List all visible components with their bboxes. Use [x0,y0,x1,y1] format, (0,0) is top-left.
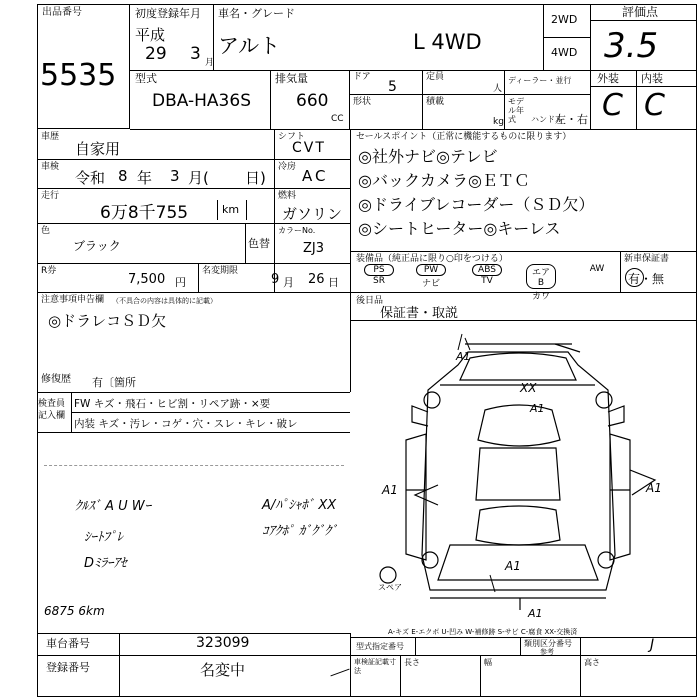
insp-month-unit: 月( [188,169,209,187]
diagram-mark: A1 [382,483,398,497]
sales-label: セールスポイント（正常に機能するものに限ります） [356,132,572,142]
class-label: 類別区分番号 [524,639,572,648]
ac: AC [302,167,329,185]
dealer-label: ディーラー・並行 [508,76,572,85]
mileage-label: 走行 [41,191,60,201]
name-label: 車名・グレード [218,7,295,20]
repair-label: 修復歴 [41,374,71,385]
cc-unit: CC [331,114,344,124]
chassis: 323099 [196,635,250,651]
car-name: アルト [218,34,281,58]
insp-month: 3 [170,167,180,185]
color: ブラック [73,239,121,253]
notes-text: ◎ドラレコＳＤ欠 [48,312,167,330]
name-change-month-unit: 月 [283,276,294,289]
insp-year: 8 [118,167,128,185]
name-change-month: 9 [271,272,280,287]
door-label: ドア [353,72,371,82]
recycle-fee: 7,500 [128,272,166,287]
sales-point: ◎ドライブレコーダー（ＳＤ欠） [358,195,595,214]
hw-note: ｺｱｸﾎﾟ ｶﾞｸﾞｸﾞ [262,524,338,539]
len-label: 長さ [404,658,420,667]
diagram-mark: A1 [456,350,471,363]
exterior-label: 外装 [597,72,619,85]
warranty-circle [625,268,644,287]
ac-label: 冷房 [278,162,297,172]
chassis-label: 車台番号 [46,637,90,650]
interior-grade: C [644,88,665,123]
person-unit: 人 [493,84,503,94]
disp-label: 排気量 [275,72,308,85]
mileage: 6万8千755 [100,203,189,223]
color-code-label: カラーNo. [278,226,316,235]
ref-label: 参考 [540,648,554,656]
fuel-label: 燃料 [278,191,297,201]
fuel: ガソリン [282,205,343,223]
notes-label: 注意事項申告欄 [41,295,105,305]
exterior-grade: C [602,88,623,123]
diagram-mark: XX [520,381,537,395]
yen-unit: 円 [175,276,186,289]
back-items: 保証書・取説 [380,306,459,321]
repair-value: 有〔箇所 [92,376,136,389]
name-change-label: 名変期限 [202,266,239,276]
insp-year-unit: 年 [137,169,153,187]
score: 3.5 [604,26,659,66]
reg-year: 29 [145,44,167,64]
era: 平成 [135,26,166,44]
drive-2wd: 2WD [551,13,578,26]
height-label: 高さ [584,658,600,667]
ref-value: J [650,637,655,653]
hw-note: A/ﾊﾟｼｬﾎﾞ XX [262,498,337,513]
load-label: 積載 [426,97,445,107]
car-diagram [370,330,700,620]
insp-day-unit: 日) [245,169,266,187]
sales-point: ◎社外ナビ◎テレビ [358,147,498,166]
kg-unit: kg [493,117,504,127]
notes-sub: （不具合の内容は具体的に記載） [112,297,217,305]
recycle-label: R券 [41,266,57,276]
shift: CVT [292,140,326,156]
reg-month: 3 [190,44,201,64]
hw-note: Dﾐﾗｰｱｾ [84,556,127,571]
opt-3: エアB カワ [524,264,558,302]
day-unit: 日 [328,276,339,289]
history-label: 車歴 [41,132,60,142]
diagram-mark: A1 [530,402,545,415]
check-label: 検査員記入欄 [38,399,66,421]
inspection-label: 車検 [41,162,60,172]
model-label: 型式 [135,72,157,85]
sales-points [358,145,594,241]
warranty: 有・無 [628,272,665,286]
capacity-label: 定員 [426,72,445,82]
sales-point: ◎バックカメラ◎ＥＴＣ [358,171,530,190]
reg-no-label: 登録番号 [46,661,90,674]
check-fw: FW キズ・飛石・ヒビ割・リペア跡・×要 [74,398,271,410]
model-designation-label: 型式指定番号 [356,642,404,651]
hw-note: 6875 6km [44,604,105,618]
steering-label: ハンドル [531,115,563,124]
drive-4wd: 4WD [551,46,578,59]
hw-note: ｸﾙｽﾞ A U Wｰ [75,499,152,514]
legend: A-キズ E-エクボ U-凹み W-補修跡 S-サビ C-腐食 XX-交換済 [388,628,578,636]
model: DBA-HA36S [152,91,251,111]
first-reg-label: 初度登録年月 [135,7,201,20]
displacement: 660 [296,91,329,111]
opt-1: PW ナビ [414,264,448,289]
diagram-mark: A1 [528,607,543,620]
sales-point: ◎シートヒーター◎キーレス [358,219,561,238]
doors: 5 [388,79,397,95]
opt-4: AW [589,264,605,274]
width-label: 幅 [484,658,492,667]
back-label: 後日品 [356,296,384,306]
color-no-label: 色替 [248,237,270,250]
history: 自家用 [75,140,121,158]
new-warranty-label: 新車保証書 [624,254,670,264]
insp-era: 令和 [75,169,106,187]
opt-0: PS SR [362,264,396,286]
diagram-mark: A1 [646,481,662,495]
km-unit: km [222,203,240,216]
reg-no: 名変中 [200,661,246,679]
dims-label: 車検証記載寸法 [354,658,396,675]
grade: L 4WD [413,30,482,54]
score-label: 評価点 [622,5,659,19]
hw-note: ｼｰﾄﾌﾟﾚ [84,530,123,545]
model-year-label: モデル年式 [508,97,524,124]
shift-label: シフト [278,132,306,142]
color-label: 色 [41,226,51,236]
shape-label: 形状 [353,97,372,107]
color-code: ZJ3 [303,241,325,256]
check-int: 内装 キズ・汚レ・コゲ・穴・スレ・キレ・破レ [74,418,298,430]
lot-label: 出品番号 [42,7,82,18]
name-change-day: 26 [308,272,325,287]
interior-label: 内装 [641,72,663,85]
opt-2: ABS TV [470,264,504,286]
lot-number: 5535 [40,58,117,93]
diagram-mark: A1 [505,559,521,573]
steering: 左・右 [555,113,588,126]
spare-label: スペア [378,583,402,592]
equipment-label: 装備品（純正品に限り○印をつける） [356,254,508,264]
month-unit: 月 [205,58,215,68]
